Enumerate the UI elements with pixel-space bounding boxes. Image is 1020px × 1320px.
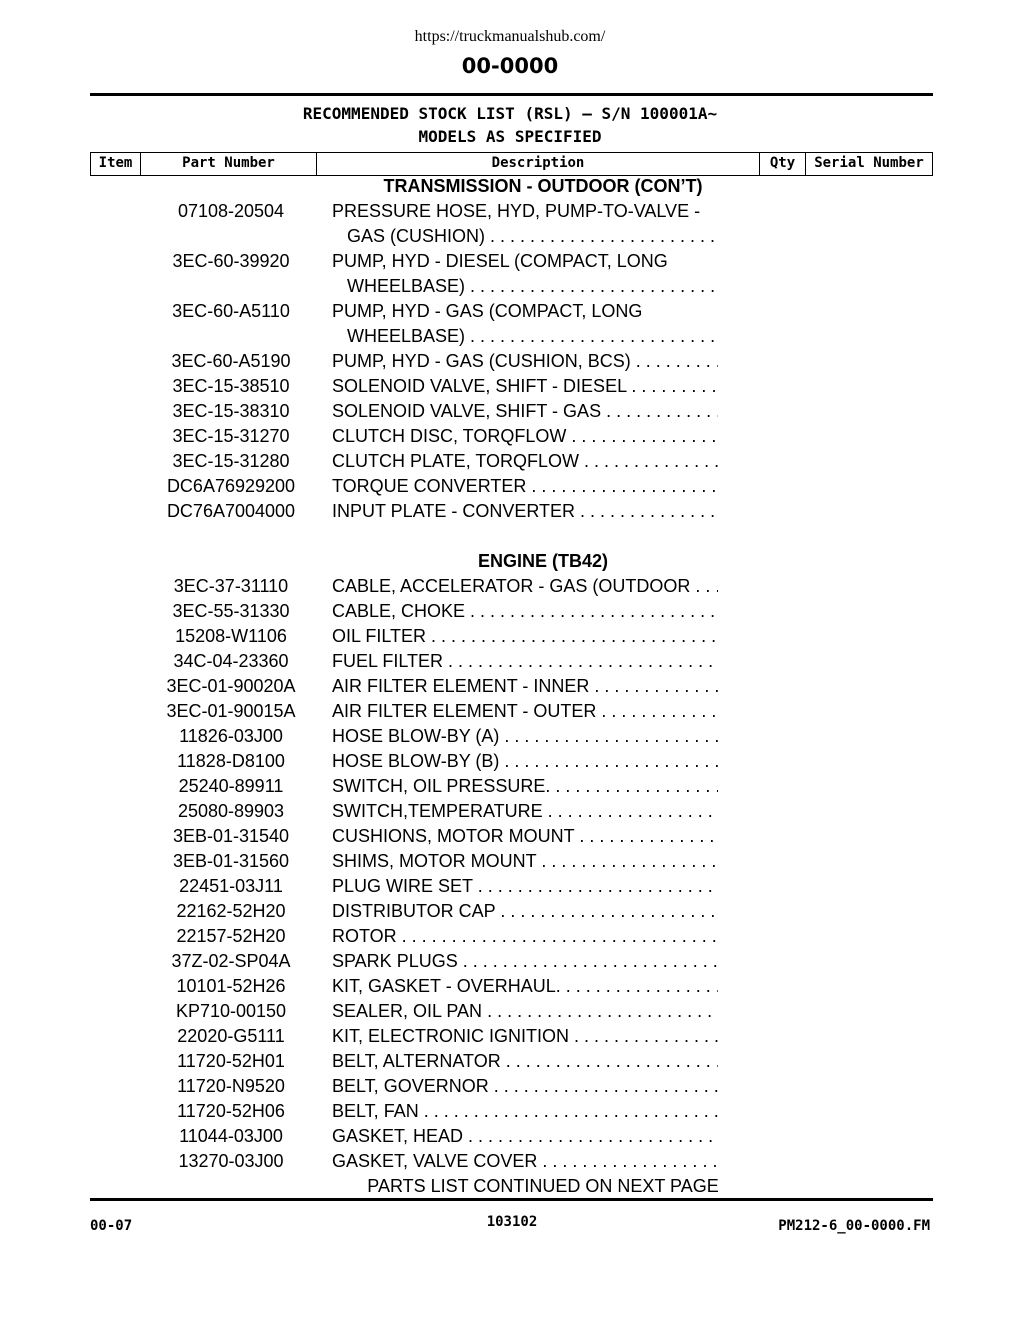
parts-list — [0, 174, 1020, 1199]
part-number: 3EC-15-38310 — [172, 401, 290, 421]
part-description: INPUT PLATE - CONVERTER . . . — [332, 499, 718, 524]
top-rule — [90, 93, 933, 96]
table-row-continuation — [0, 224, 1020, 249]
table-row — [0, 399, 1020, 424]
table-row-continuation — [0, 274, 1020, 299]
part-description: WHEELBASE) . . . — [347, 324, 718, 349]
part-number: 3EC-15-31270 — [172, 426, 290, 446]
table-row — [0, 649, 1020, 674]
source-url[interactable]: https://truckmanualshub.com/ — [414, 28, 606, 45]
part-description: AIR FILTER ELEMENT - OUTER . . . — [332, 699, 718, 724]
part-description: CABLE, ACCELERATOR - GAS (OUTDOOR . . . — [332, 574, 718, 599]
part-number: 34C-04-23360 — [173, 651, 289, 671]
section-spacer — [0, 524, 1020, 549]
part-number: KP710-00150 — [175, 1001, 287, 1021]
part-number: 11826-03J00 — [179, 726, 283, 746]
part-number: 25080-89903 — [177, 801, 285, 821]
table-row — [0, 299, 1020, 324]
col-header-item: Item — [91, 153, 141, 175]
part-number: 11720-52H01 — [177, 1051, 285, 1071]
col-header-qty: Qty — [760, 153, 806, 175]
part-description: DISTRIBUTOR CAP . . . — [332, 899, 718, 924]
part-description: TORQUE CONVERTER . . . — [332, 474, 718, 499]
part-description: PRESSURE HOSE, HYD, PUMP-TO-VALVE - — [332, 201, 701, 221]
col-header-description: Description — [317, 153, 760, 175]
part-description: SWITCH,TEMPERATURE . . . — [332, 799, 718, 824]
part-description: AIR FILTER ELEMENT - INNER . . . — [332, 674, 718, 699]
table-row — [0, 499, 1020, 524]
table-row — [0, 624, 1020, 649]
table-row — [0, 849, 1020, 874]
table-row — [0, 874, 1020, 899]
part-description: BELT, ALTERNATOR . . . — [332, 1049, 718, 1074]
part-description: GAS (CUSHION) . . . — [347, 224, 718, 249]
part-number: 3EC-55-31330 — [172, 601, 290, 621]
part-description: KIT, GASKET - OVERHAUL. . . . — [332, 974, 718, 999]
part-description: PUMP, HYD - GAS (CUSHION, BCS) . . . — [332, 349, 718, 374]
part-description: OIL FILTER . . . — [332, 624, 718, 649]
part-number: 22451-03J11 — [179, 876, 283, 896]
table-row — [0, 424, 1020, 449]
part-description: BELT, GOVERNOR . . . — [332, 1074, 718, 1099]
table-row — [0, 1049, 1020, 1074]
part-description: CUSHIONS, MOTOR MOUNT . . . — [332, 824, 718, 849]
part-number: 3EC-60-A5190 — [171, 351, 291, 371]
table-row — [0, 599, 1020, 624]
col-header-serial-number: Serial Number — [814, 155, 924, 171]
table-row — [0, 999, 1020, 1024]
part-number: 15208-W1106 — [175, 626, 287, 646]
part-number: 37Z-02-SP04A — [171, 951, 291, 971]
table-row-continuation — [0, 324, 1020, 349]
part-description: CLUTCH PLATE, TORQFLOW . . . — [332, 449, 718, 474]
section-heading: TRANSMISSION - OUTDOOR (CON’T) — [383, 176, 703, 196]
part-description: PUMP, HYD - GAS (COMPACT, LONG — [332, 301, 643, 321]
table-row — [0, 749, 1020, 774]
table-row — [0, 199, 1020, 224]
part-number: 11044-03J00 — [179, 1126, 283, 1146]
part-description: SHIMS, MOTOR MOUNT . . . — [332, 849, 718, 874]
part-description: CLUTCH DISC, TORQFLOW . . . — [332, 424, 718, 449]
part-number: 22157-52H20 — [176, 926, 286, 946]
table-row — [0, 449, 1020, 474]
list-title: RECOMMENDED STOCK LIST (RSL) — S/N 100001A~ — [302, 104, 718, 123]
part-description: GASKET, VALVE COVER . . . — [332, 1149, 718, 1174]
part-description: GASKET, HEAD . . . — [332, 1124, 718, 1149]
part-number: DC76A7004000 — [166, 501, 296, 521]
table-row — [0, 349, 1020, 374]
part-description: FUEL FILTER . . . — [332, 649, 718, 674]
part-number: 13270-03J00 — [178, 1151, 284, 1171]
table-row — [0, 1099, 1020, 1124]
part-number: 3EC-01-90020A — [166, 676, 296, 696]
table-row — [0, 1074, 1020, 1099]
part-description: HOSE BLOW-BY (A) . . . — [332, 724, 718, 749]
part-number: DC6A76929200 — [166, 476, 296, 496]
footer-page-number: 00-07 — [90, 1218, 133, 1234]
continued-note: PARTS LIST CONTINUED ON NEXT PAGE — [367, 1176, 719, 1196]
table-row — [0, 374, 1020, 399]
section-heading: ENGINE (TB42) — [477, 551, 609, 571]
part-description: KIT, ELECTRONIC IGNITION . . . — [332, 1024, 718, 1049]
part-description: CABLE, CHOKE . . . — [332, 599, 718, 624]
part-number: 3EB-01-31560 — [172, 851, 290, 871]
footer-file-name: PM212-6_00-0000.FM — [778, 1218, 930, 1234]
page-code: 00-0000 — [461, 54, 559, 78]
part-number: 10101-52H26 — [176, 976, 286, 996]
table-row — [0, 799, 1020, 824]
table-row — [0, 1149, 1020, 1174]
table-row — [0, 574, 1020, 599]
footer-doc-number: 103102 — [486, 1214, 538, 1230]
section-header-row — [0, 549, 1020, 574]
table-row — [0, 899, 1020, 924]
part-number: 11720-52H06 — [177, 1101, 285, 1121]
col-header-part-number: Part Number — [141, 153, 317, 175]
part-number: 3EC-37-31110 — [173, 576, 289, 596]
part-description: ROTOR . . . — [332, 924, 718, 949]
list-subtitle: MODELS AS SPECIFIED — [418, 127, 602, 146]
bottom-rule — [90, 1198, 933, 1201]
continued-note-row — [0, 1174, 1020, 1199]
part-number: 3EC-01-90015A — [166, 701, 296, 721]
table-row — [0, 949, 1020, 974]
table-row — [0, 474, 1020, 499]
part-number: 25240-89911 — [178, 776, 284, 796]
part-number: 3EC-15-31280 — [172, 451, 290, 471]
part-number: 07108-20504 — [177, 201, 285, 221]
section-header-row — [0, 174, 1020, 199]
table-row — [0, 824, 1020, 849]
part-number: 11720-N9520 — [177, 1076, 285, 1096]
table-row — [0, 974, 1020, 999]
part-number: 3EC-60-39920 — [172, 251, 290, 271]
table-row — [0, 249, 1020, 274]
part-number: 22020-G5111 — [177, 1026, 285, 1046]
part-description: SPARK PLUGS . . . — [332, 949, 718, 974]
part-description: SOLENOID VALVE, SHIFT - DIESEL . . . — [332, 374, 718, 399]
table-row — [0, 699, 1020, 724]
part-description: PUMP, HYD - DIESEL (COMPACT, LONG — [332, 251, 668, 271]
part-description: SWITCH, OIL PRESSURE. . . . — [332, 774, 718, 799]
part-description: WHEELBASE) . . . — [347, 274, 718, 299]
part-number: 3EC-60-A5110 — [172, 301, 290, 321]
table-row — [0, 924, 1020, 949]
table-row — [0, 1124, 1020, 1149]
table-header — [90, 152, 933, 176]
part-description: SOLENOID VALVE, SHIFT - GAS . . . — [332, 399, 718, 424]
part-number: 3EB-01-31540 — [172, 826, 290, 846]
table-row — [0, 724, 1020, 749]
part-description: HOSE BLOW-BY (B) . . . — [332, 749, 718, 774]
part-description: PLUG WIRE SET . . . — [332, 874, 718, 899]
part-number: 22162-52H20 — [176, 901, 286, 921]
table-row — [0, 674, 1020, 699]
table-row — [0, 774, 1020, 799]
part-number: 3EC-15-38510 — [172, 376, 290, 396]
part-number: 11828-D8100 — [177, 751, 285, 771]
part-description: BELT, FAN . . . — [332, 1099, 718, 1124]
part-description: SEALER, OIL PAN . . . — [332, 999, 718, 1024]
table-row — [0, 1024, 1020, 1049]
